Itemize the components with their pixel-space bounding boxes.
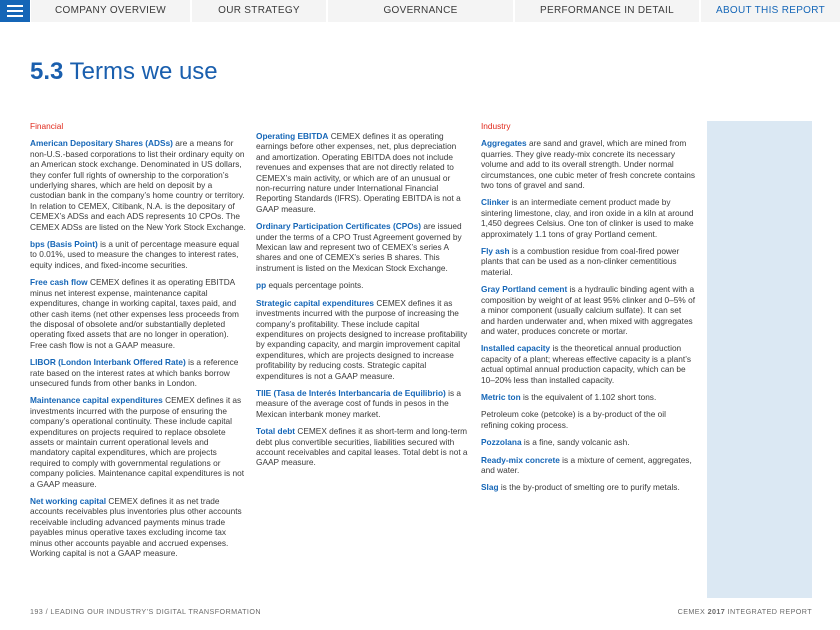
glossary-entry xyxy=(30,277,248,350)
glossary-entry xyxy=(481,343,695,385)
term: Pozzolana xyxy=(481,437,522,448)
glossary-entry xyxy=(481,409,695,430)
sidebar-panel xyxy=(707,121,812,598)
definition: is an intermediate cement product made by sintering limestone, clay, and iron oxide in a kiln at around 1,450 degrees Celsius. One ton of clinker is used to make approximately 1.1 tons of gray Portland cement. xyxy=(481,197,694,239)
footer-left xyxy=(30,607,261,616)
page-number: 193 xyxy=(30,607,44,616)
definition: CEMEX defines it as short-term and long-term debt plus convertible securities, liabilities secured with account receivables and capital leases. Total debt is not a GAAP measure. xyxy=(256,426,468,468)
section-number: 5.3 xyxy=(30,58,64,85)
footer-brand: CEMEX xyxy=(677,607,706,616)
term: Net working capital xyxy=(30,496,107,506)
glossary-entry xyxy=(256,131,468,214)
footer-year: 2017 xyxy=(707,607,726,616)
glossary-entry xyxy=(256,298,468,381)
term: Maintenance capital expenditures xyxy=(30,395,163,406)
definition: are issued under the terms of a CPO Trust Agreement governed by Mexican law and represent two of CEMEX’s series A shares and one of CEMEX’s series B shares. This instrument is listed on the Mexican Stock Exchange. xyxy=(256,221,462,273)
glossary-entry xyxy=(30,395,248,489)
tab-company-overview[interactable]: COMPANY OVERVIEW xyxy=(31,0,190,22)
term: Slag xyxy=(481,482,499,493)
term: American Depositary Shares (ADSs) xyxy=(30,138,173,149)
definition: is a reference rate based on the interest rates at which banks borrow unsecured funds from other banks in London. xyxy=(30,357,239,388)
term: Ordinary Participation Certificates (CPOs) xyxy=(256,221,422,232)
term: Installed capacity xyxy=(481,343,551,354)
footer-right xyxy=(678,607,812,616)
glossary-entry xyxy=(256,426,468,468)
definition: is a measure of the average cost of funds in pesos in the Mexican interbank money market. xyxy=(256,387,462,419)
term: Clinker xyxy=(481,197,510,208)
column-industry xyxy=(481,121,695,500)
definition: equals percentage points. xyxy=(268,280,364,291)
footer-separator: / xyxy=(45,607,49,616)
term: bps (Basis Point) xyxy=(30,239,98,250)
tab-governance[interactable]: GOVERNANCE xyxy=(328,0,513,22)
glossary-entry xyxy=(30,138,248,232)
term: LIBOR (London Interbank Offered Rate) xyxy=(30,357,186,368)
glossary-entry xyxy=(481,284,695,336)
column-financial xyxy=(30,121,248,565)
definition: is the equivalent of 1.102 short tons. xyxy=(522,391,657,402)
menu-bar xyxy=(7,15,23,17)
glossary-entry xyxy=(481,197,695,239)
glossary-entry xyxy=(481,437,695,447)
section-heading: Industry xyxy=(481,121,511,131)
glossary-entry xyxy=(481,138,695,190)
glossary-entry xyxy=(481,392,695,402)
definition: CEMEX defines it as operating EBITDA minus net interest expense, maintenance capital expenditures, change in working capital, taxes paid, and other cash items (net other expenses less proceeds from the disposal of obsolete and/or substantially depleted operating fixed assets that are no longer in operation). Free cash flow is not a GAAP measure. xyxy=(30,277,239,350)
definition: are sand and gravel, which are mined from quarries. They give ready-mix concrete its necessary volume and add to its overall strength. Under normal circumstances, one cubic meter of fresh concrete contains two tons of gravel and sand. xyxy=(481,138,695,191)
definition: Petroleum coke (petcoke) is a by-product of the oil refining coking process. xyxy=(481,409,666,430)
definition: CEMEX defines it as net trade accounts receivables plus inventories plus other accounts receivable including advanced payments minus trade payables minus operative taxes excluding income tax minus other accounts payable and accrued expenses. Working capital is not a GAAP measure. xyxy=(30,496,242,559)
glossary-entry xyxy=(30,496,248,558)
glossary-entry xyxy=(256,280,468,290)
column-financial-continued xyxy=(256,131,468,475)
definition: CEMEX defines it as investments incurred with the purpose of ensuring the company’s operational continuity. These include capital expenditures on projects required to replace obsolete assets or maintain current operational levels and mandatory capital expenditures, which are projects required to comply with governmental regulations or company policies. Maintenance capital expenditures is not a GAAP measure. xyxy=(30,395,244,489)
term: pp xyxy=(256,280,267,291)
footer-section-title[interactable]: LEADING OUR INDUSTRY’S DIGITAL TRANSFORMATION xyxy=(50,607,261,616)
glossary-entry xyxy=(481,246,695,277)
glossary-entry xyxy=(256,221,468,273)
tab-our-strategy[interactable]: OUR STRATEGY xyxy=(192,0,326,22)
definition: are a means for non-U.S.-based corporations to list their ordinary equity on an American stock exchange. Denominated in US dollars, they confer full rights of ownership to the corporation’s underlying shares, which are held on deposit by a custodian bank in the company’s home country or territory. In relation to CEMEX, Citibank, N.A. is the depositary of CEMEX’s ADSs and each ADS represents 10 CPOs. The CEMEX ADSs are listed on the New York Stock Exchange. xyxy=(30,138,246,232)
menu-bar xyxy=(7,10,23,12)
page-title xyxy=(30,58,218,86)
menu-bar xyxy=(7,5,23,7)
term: Fly ash xyxy=(481,246,510,257)
term: Strategic capital expenditures xyxy=(256,297,375,308)
term: Operating EBITDA xyxy=(256,131,329,141)
footer-report-title: INTEGRATED REPORT xyxy=(727,607,812,616)
term: Metric ton xyxy=(481,391,521,402)
top-navigation xyxy=(0,0,840,22)
term: TIIE (Tasa de Interés Interbancaria de Equilibrio) xyxy=(256,387,446,398)
term: Total debt xyxy=(256,426,296,437)
term: Aggregates xyxy=(481,138,527,149)
tab-about-this-report[interactable]: ABOUT THIS REPORT xyxy=(701,0,840,22)
hamburger-menu-icon[interactable] xyxy=(0,0,30,22)
tab-performance-in-detail[interactable]: PERFORMANCE IN DETAIL xyxy=(515,0,699,22)
glossary-entry xyxy=(481,482,695,492)
definition: is a combustion residue from coal-fired power plants that can be used as a non-clinker cementitious material. xyxy=(481,246,680,277)
glossary-entry xyxy=(30,239,248,270)
definition: CEMEX defines it as operating earnings before other expenses, net, plus depreciation and amortization. Operating EBITDA does not include revenues and expenses that are not directly related to CEMEX’s main activity, or which are of an unusual or non-recurring nature under International Financial Reporting Standards (IFRS). Operating EBITDA is not a GAAP measure. xyxy=(256,131,461,214)
definition: is the theoretical annual production capacity of a plant; whereas effective capacity is a plant’s actual optimal annual production capacity, which can be 10–20% less than installed capacity. xyxy=(481,343,691,385)
glossary-entry xyxy=(481,455,695,476)
term: Free cash flow xyxy=(30,277,88,288)
section-heading: Financial xyxy=(30,121,64,131)
term: Ready-mix concrete xyxy=(481,454,560,465)
glossary-entry xyxy=(256,388,468,419)
term: Gray Portland cement xyxy=(481,284,568,295)
definition: is a mixture of cement, aggregates, and water. xyxy=(481,454,692,475)
glossary-entry xyxy=(30,357,248,388)
definition: is a hydraulic binding agent with a composition by weight of at least 95% clinker and 0–5% of a minor component (usually calcium sulfate). It can set and harden underwater and, when mixed with aggregates and water, produces concrete or mortar. xyxy=(481,284,695,336)
title-text: Terms we use xyxy=(69,58,218,85)
definition: CEMEX defines it as investments incurred with the purpose of increasing the company’s profitability. These include capital expenditures on projects designed to increase profitability by expanding capacity, and margin improvement capital expenditures, which are projects designed to increase profitability by reducing costs. Strategic capital expenditures is not a GAAP measure. xyxy=(256,297,468,381)
definition: is a fine, sandy volcanic ash. xyxy=(523,437,630,448)
definition: is the by-product of smelting ore to purify metals. xyxy=(500,482,680,493)
definition: is a unit of percentage measure equal to 0.01%, used to measure the changes to interest rates, equity indices, and fixed-income securities. xyxy=(30,239,239,270)
